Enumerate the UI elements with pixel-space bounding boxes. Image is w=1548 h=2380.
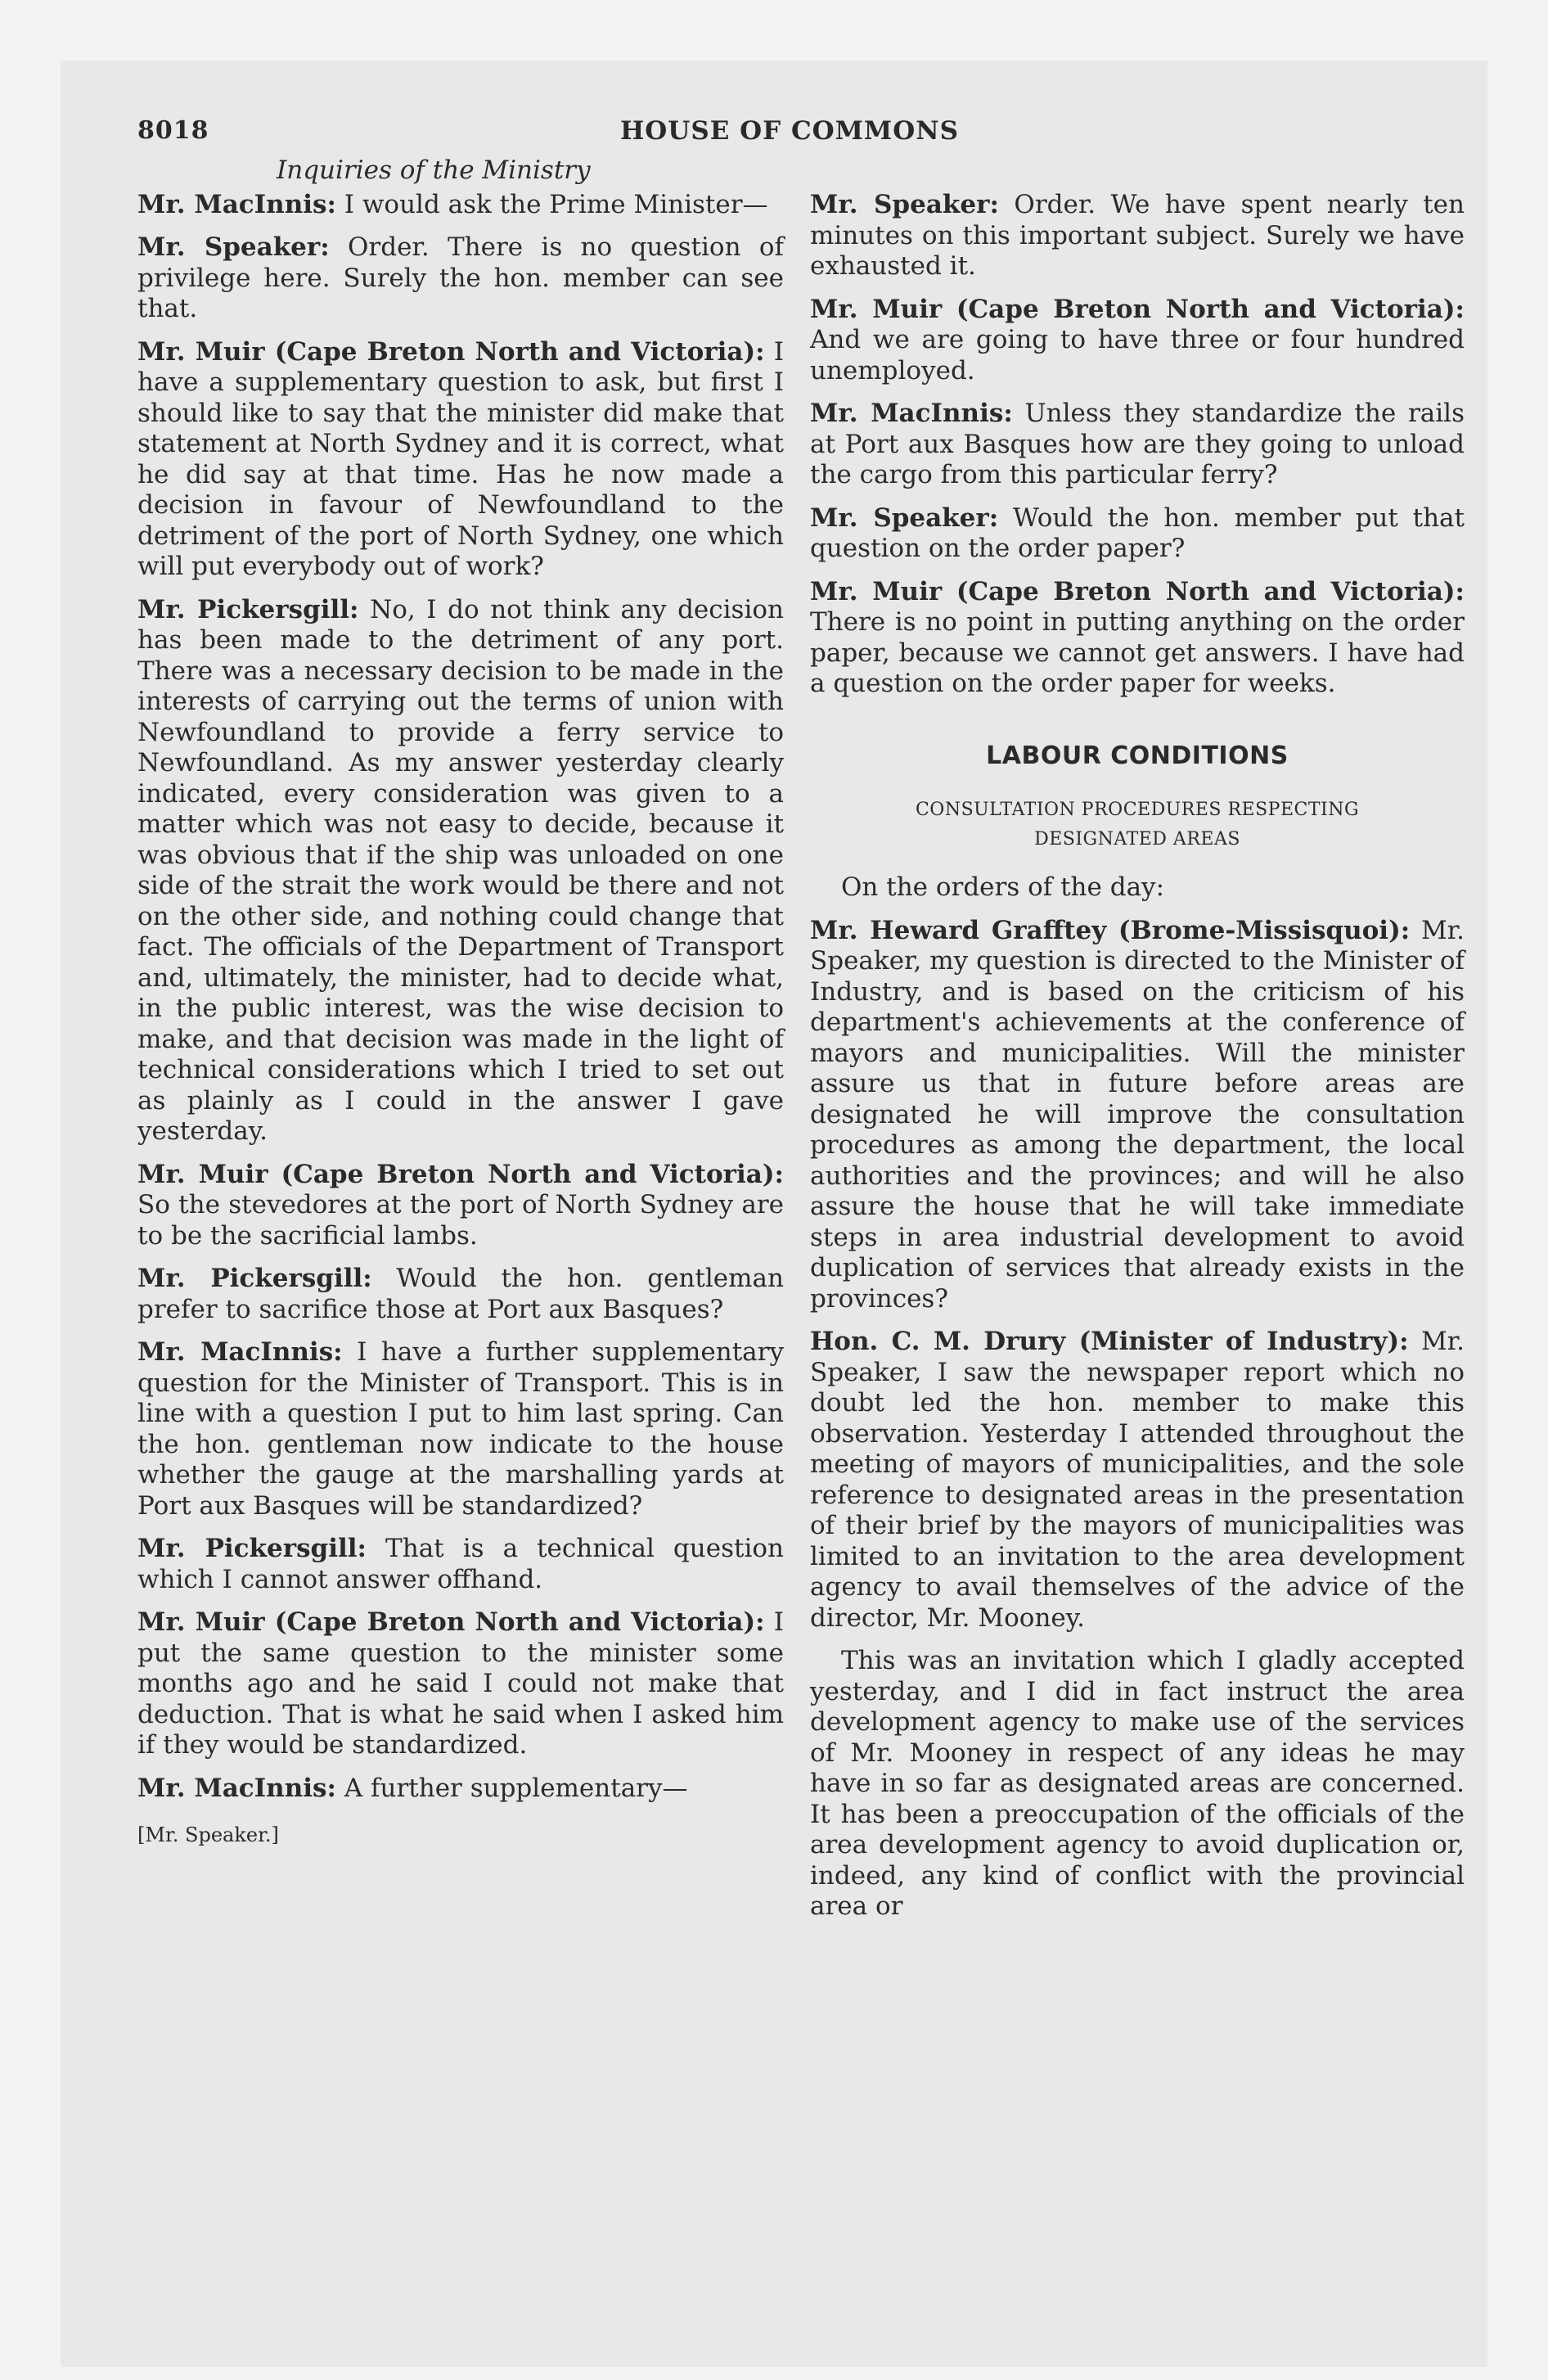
speech-paragraph	[810, 916, 1465, 1315]
speech-paragraph	[137, 337, 784, 583]
speech-paragraph	[137, 1774, 784, 1805]
speech-paragraph	[137, 1160, 784, 1252]
section-subtitle: Inquiries of the Ministry	[277, 156, 591, 185]
speaker-name: Mr. Speaker:	[810, 190, 999, 219]
speech-text: I would ask the Prime Minister—	[335, 189, 768, 219]
speech-text: And we are going to have three or four hundred unemployed.	[810, 325, 1465, 385]
subheading-line: DESIGNATED AREAS	[1034, 829, 1240, 850]
speech-text: So the stevedores at the port of North Sydney are to be the sacrificial lambs.	[137, 1190, 784, 1251]
speech-paragraph	[810, 190, 1465, 282]
speech-paragraph	[137, 232, 784, 325]
page-header	[137, 116, 1548, 149]
speaker-name: Mr. Speaker:	[137, 232, 330, 262]
speech-text: No, I do not think any decision has been made to the detriment of any port. There was a necessary decision to be made in the interests of carrying out the terms of union with Newfoundland to provide a ferry service to Newfoundland. As my answer yesterday clearly indicated, every consideration was given to a matter which was not easy to decide, because it was obvious that if the ship was unloaded on one side of the strait the work would be there and not on the other side, and nothing could change that fact. The officials of the Department of Transport and, ultimately, the minister, had to decide what, in the public interest, was the wise decision to make, and that decision was made in the light of technical considerations which I tried to set out as plainly as I could in the answer I gave yesterday.	[137, 594, 784, 1146]
speech-text: I have a further supplementary question for the Minister of Transport. This is in line with a question I put to him last spring. Can the hon. gentleman now indicate to the house whether the gauge at the marshalling yards at Port aux Basques will be standardized?	[137, 1337, 784, 1521]
speaker-name: Mr. MacInnis:	[137, 1337, 343, 1367]
speech-text: That is a technical question which I cannot answer offhand.	[137, 1534, 784, 1594]
speech-paragraph	[137, 1337, 784, 1521]
speech-text: Order. We have spent nearly ten minutes on this important subject. Surely we have exhausted it.	[810, 190, 1465, 281]
footer-note: [Mr. Speaker.]	[137, 1823, 279, 1846]
speech-text: Would the hon. member put that question on the order paper?	[810, 503, 1465, 563]
right-column	[810, 190, 1465, 1935]
speaker-name: Mr. Muir (Cape Breton North and Victoria):	[810, 576, 1465, 606]
speech-text: Unless they standardize the rails at Port aux Basques how are they going to unload the cargo from this particular ferry?	[810, 399, 1465, 489]
speech-paragraph	[810, 503, 1465, 565]
speaker-name: Hon. C. M. Drury (Minister of Industry):	[810, 1327, 1409, 1356]
speaker-name: Mr. MacInnis:	[137, 1773, 336, 1803]
speech-text: Mr. Speaker, my question is directed to the Minister of Industry, and is based on the criticism of his department's achievements at the conference of mayors and municipalities. Will the minister assure us that in future before areas are designated he will improve the consultation procedures as among the department, the local authorities and the provinces; and will he also assure the house that he will take immediate steps in area industrial development to avoid duplication of services that already exists in the provinces?	[810, 915, 1465, 1314]
speaker-name: Mr. Heward Grafftey (Brome-Missisquoi):	[810, 915, 1411, 945]
speaker-name: Mr. Pickersgill:	[137, 1534, 367, 1563]
speech-paragraph	[137, 1264, 784, 1325]
speaker-name: Mr. Muir (Cape Breton North and Victoria):	[137, 1159, 784, 1189]
speaker-name: Mr. Pickersgill:	[137, 594, 359, 624]
subheading-line: CONSULTATION PROCEDURES RESPECTING	[915, 800, 1360, 820]
speech-text: I have a supplementary question to ask, but first I should like to say that the minister did make that statement at North Sydney and it is correct, what he did say at that time. Has he now made a decision in favour of Newfoundland to the detriment of the port of North Sydney, one which will put everybody out of work?	[137, 336, 784, 581]
section-heading: LABOUR CONDITIONS	[986, 741, 1289, 770]
speech-text: Mr. Speaker, I saw the newspaper report which no doubt led the hon. member to make this observation. Yesterday I attended throughout the meeting of mayors of municipalities, and the sole reference to designated areas in the presentation of their brief by the mayors of municipalities was limited to an invitation to the area development agency to avail themselves of the advice of the director, Mr. Mooney.	[810, 1327, 1465, 1633]
speech-text: A further supplementary—	[335, 1773, 688, 1803]
speaker-name: Mr. Muir (Cape Breton North and Victoria):	[137, 336, 765, 367]
running-head: HOUSE OF COMMONS	[620, 116, 959, 146]
speech-paragraph	[810, 399, 1465, 491]
speech-text: I put the same question to the minister some months ago and he said I could not make that deduction. That is what he said when I asked him if they would be standardized.	[137, 1607, 784, 1760]
speech-paragraph	[810, 1327, 1465, 1634]
speaker-name: Mr. Muir (Cape Breton North and Victoria):	[810, 294, 1465, 324]
orders-of-the-day: On the orders of the day:	[841, 872, 1165, 902]
speech-text: Would the hon. gentleman prefer to sacrifice those at Port aux Basques?	[137, 1264, 784, 1324]
speech-paragraph	[137, 190, 784, 221]
speech-paragraph	[810, 577, 1465, 700]
page-number: 8018	[137, 116, 209, 145]
speech-paragraph	[810, 295, 1465, 387]
speech-paragraph	[137, 1534, 784, 1595]
section-subheading	[810, 796, 1465, 854]
speech-text: Order. There is no question of privilege here. Surely the hon. member can see that.	[137, 232, 784, 323]
closing-paragraph: This was an invitation which I gladly accepted yesterday, and I did in fact instruct the area development agency to make use of the services of Mr. Mooney in respect of any ideas he may have in so far as designated areas are concerned. It has been a preoccupation of the officials of the area development agency to avoid duplication or, indeed, any kind of conflict with the provincial area or	[810, 1646, 1465, 1921]
speaker-name: Mr. Pickersgill:	[137, 1264, 372, 1293]
speech-paragraph	[137, 1607, 784, 1761]
speech-paragraph	[137, 595, 784, 1147]
speaker-name: Mr. MacInnis:	[810, 399, 1013, 428]
speaker-name: Mr. MacInnis:	[137, 189, 336, 219]
left-column	[137, 156, 784, 1851]
speech-text: There is no point in putting anything on the order paper, because we cannot get answers. I have had a question on the order paper for weeks.	[810, 607, 1465, 698]
speaker-name: Mr. Muir (Cape Breton North and Victoria):	[137, 1607, 765, 1637]
speaker-name: Mr. Speaker:	[810, 503, 999, 533]
